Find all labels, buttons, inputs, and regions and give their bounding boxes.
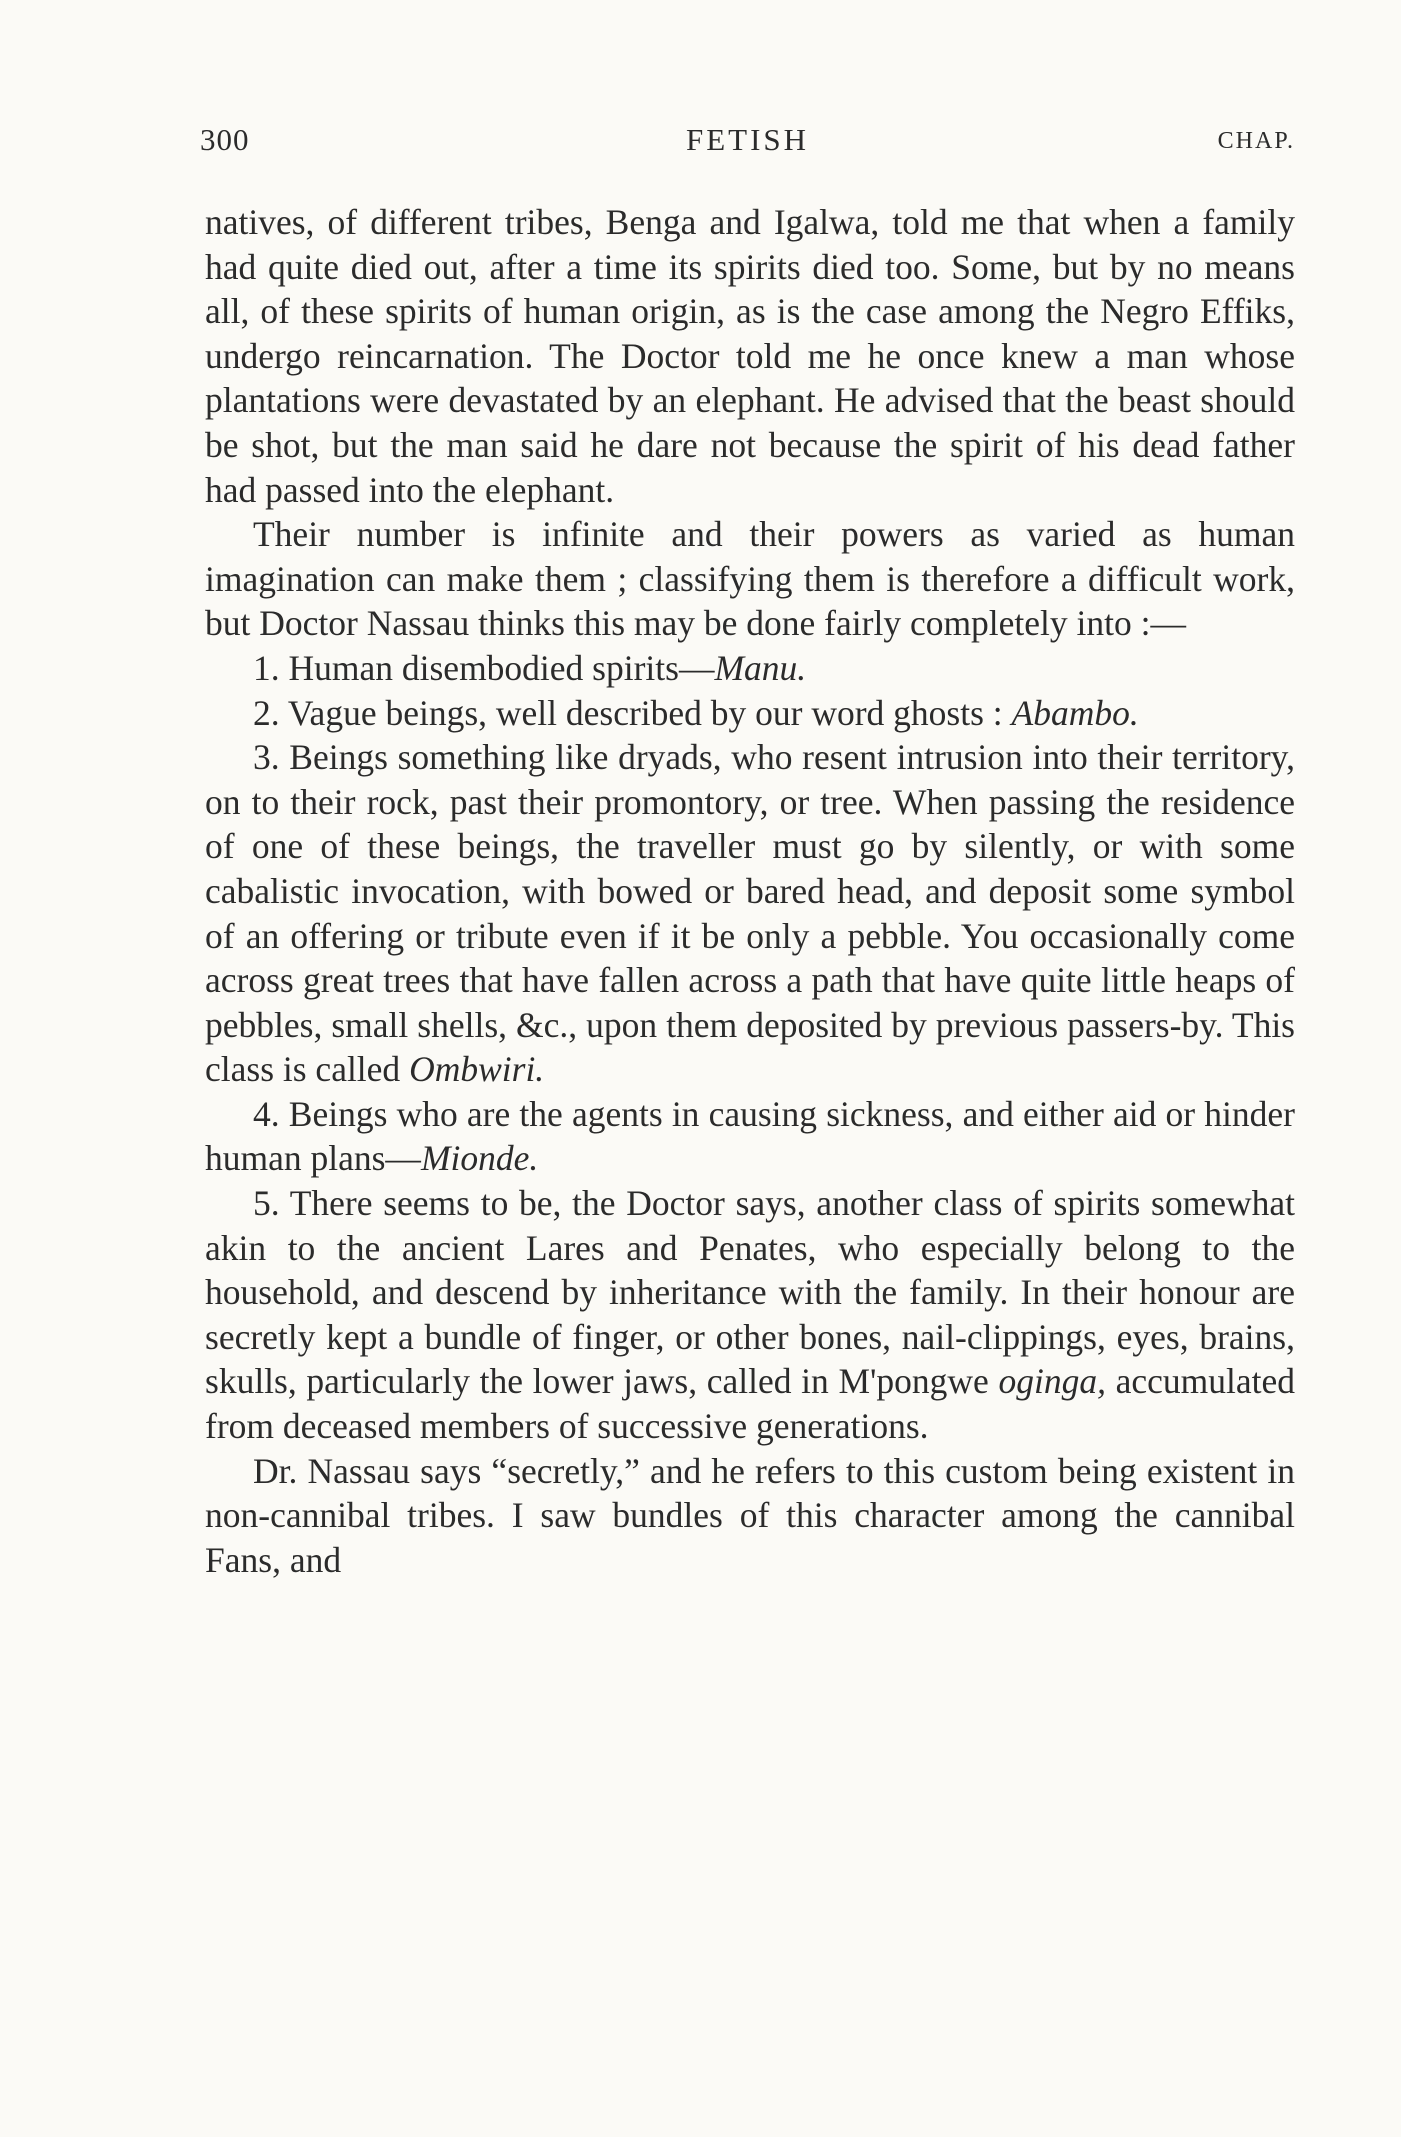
list-item-text: 3. Beings something like dryads, who resent intrusion into their territory, on to their rock, past their promontory, or tree. When passing the residence of one of these beings, the traveller must go by silently, or with some cabalistic invocation, with bowed or bared head, and deposit some symbol of an offering or tribute even if it be only a pebble. You occasionally come across great trees that have fallen across a path that have quite little heaps of pebbles, small shells, &c., upon them deposited by previous passers-by. This class is called [205, 737, 1295, 1090]
body-text [205, 200, 1295, 1582]
spirit-term: Ombwiri. [409, 1049, 545, 1090]
spirit-term: Abambo. [1011, 692, 1139, 733]
list-item-4 [205, 1092, 1295, 1181]
page-header [200, 122, 1295, 172]
list-item-text: 1. Human disembodied spirits— [253, 647, 715, 688]
list-item-text: 4. Beings who are the agents in causing sickness, and either aid or hinder human plans— [205, 1093, 1295, 1179]
paragraph [205, 1449, 1295, 1583]
spirit-term: Manu. [714, 647, 807, 688]
list-item-text-continued: accumulated from deceased members of successive generations. [205, 1361, 1295, 1447]
list-item-1 [205, 646, 1295, 691]
running-title: FETISH [685, 122, 810, 157]
paragraph-text: Dr. Nassau says “secretly,” and he refers to this custom being existent in non-cannibal tribes. I saw bundles of this character among the cannibal Fans, and [205, 1450, 1295, 1580]
paragraph-text: Their number is infinite and their powers as varied as human imagination can make them ; classifying them is therefore a difficult work, but Doctor Nassau thinks this may be done fairly completely into :— [205, 514, 1295, 644]
paragraph-text: natives, of different tribes, Benga and Igalwa, told me that when a family had quite died out, after a time its spirits died too. Some, but by no means all, of these spirits of human origin, as is the case among the Negro Effiks, undergo reincarnation. The Doctor told me he once knew a man whose plantations were devastated by an elephant. He advised that the beast should be shot, but the man said he dare not because the spirit of his dead father had passed into the elephant. [205, 202, 1295, 510]
list-item-3 [205, 735, 1295, 1092]
spirit-term: oginga, [998, 1361, 1106, 1402]
paragraph [205, 512, 1295, 646]
list-item-text: 2. Vague beings, well described by our word ghosts : [253, 692, 1003, 733]
spirit-term: Mionde. [420, 1138, 539, 1179]
list-item-5 [205, 1181, 1295, 1449]
list-item-2 [205, 691, 1295, 736]
page-number: 300 [200, 122, 250, 157]
chapter-mark: CHAP. [1217, 128, 1295, 154]
paragraph [205, 200, 1295, 512]
list-item-text: 5. There seems to be, the Doctor says, another class of spirits somewhat akin to the ancient Lares and Penates, who especially belong to the household, and descend by inheritance with the family. In their honour are secretly kept a bundle of finger, or other bones, nail-clippings, eyes, brains, skulls, particularly the lower jaws, called in M'pongwe [205, 1183, 1295, 1402]
